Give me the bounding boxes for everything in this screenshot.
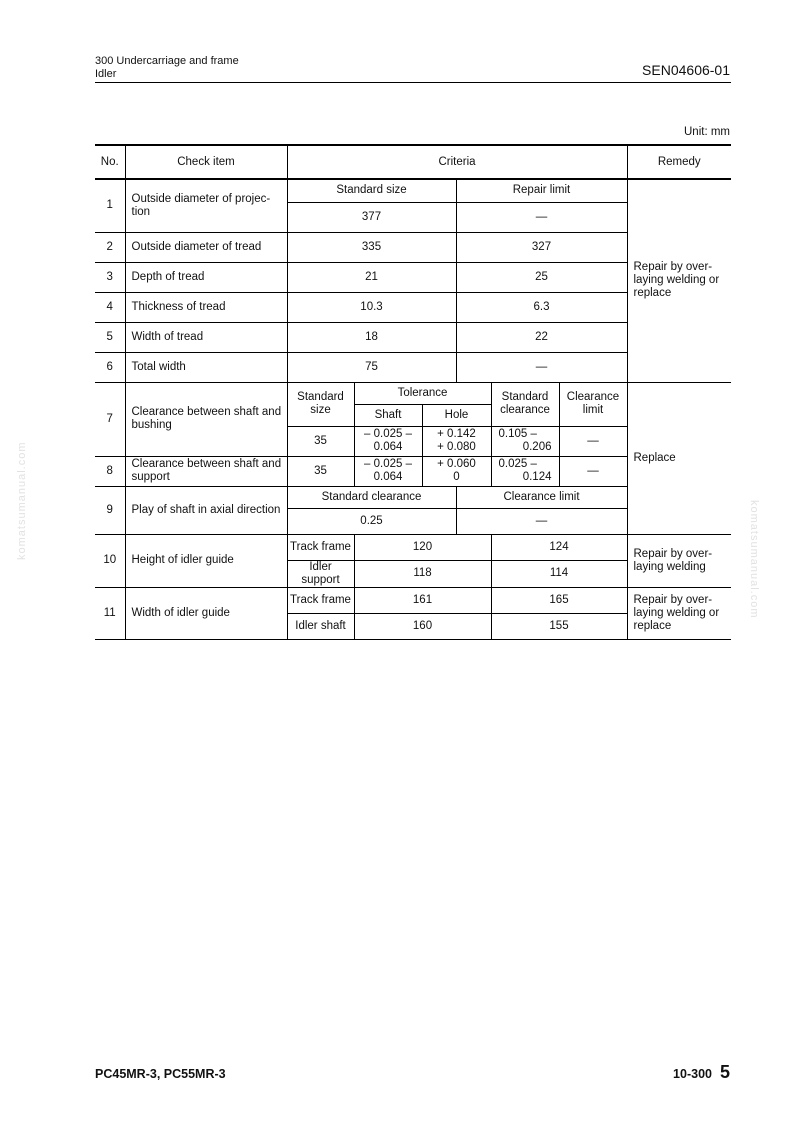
row-no: 7	[95, 382, 125, 456]
page-num: 5	[719, 1062, 730, 1082]
standard-clearance-max: 0.206	[522, 441, 552, 453]
page-reference: 10-300	[673, 1067, 712, 1081]
row-no: 11	[95, 587, 125, 639]
clearance-limit-label: Clearance limit	[559, 382, 627, 426]
standard-size-label: Standard size	[287, 382, 354, 426]
sub-item-label: Track frame	[287, 587, 354, 613]
standard-value: 21	[287, 262, 456, 292]
header-criteria: Criteria	[287, 145, 627, 179]
limit-value: 165	[491, 587, 627, 613]
standard-value: 161	[354, 587, 491, 613]
limit-value: 327	[456, 232, 627, 262]
standard-size-value: 35	[287, 426, 354, 456]
header-check-item: Check item	[125, 145, 287, 179]
standard-clearance-value	[491, 426, 559, 456]
table-row	[95, 179, 731, 202]
sub-item-label: Idler support	[287, 560, 354, 587]
standard-value: 160	[354, 613, 491, 639]
section-title: 300 Undercarriage and frame	[95, 55, 239, 67]
table-row	[95, 587, 731, 613]
unit-note: Unit: mm	[684, 126, 730, 138]
standard-value: 118	[354, 560, 491, 587]
row-no: 4	[95, 292, 125, 322]
check-item: Height of idler guide	[125, 534, 287, 587]
table-row	[95, 534, 731, 560]
clearance-limit-value: —	[559, 456, 627, 486]
row-no: 8	[95, 456, 125, 486]
shaft-label: Shaft	[354, 404, 422, 426]
check-item: Outside diameter of tread	[125, 232, 287, 262]
header-no: No.	[95, 145, 125, 179]
limit-value: —	[456, 352, 627, 382]
standard-value: 335	[287, 232, 456, 262]
standard-clearance-value: 0.25	[287, 508, 456, 534]
row-no: 1	[95, 179, 125, 232]
document-code: SEN04606-01	[642, 62, 730, 78]
check-item: Total width	[125, 352, 287, 382]
row-no: 3	[95, 262, 125, 292]
shaft-tolerance: – 0.025 – 0.064	[354, 426, 422, 456]
shaft-tolerance: – 0.025 – 0.064	[354, 456, 422, 486]
maintenance-standard-table	[95, 144, 731, 640]
standard-value: 75	[287, 352, 456, 382]
check-item: Width of tread	[125, 322, 287, 352]
standard-value: 18	[287, 322, 456, 352]
check-item: Play of shaft in axial direction	[125, 486, 287, 534]
standard-clearance-max: 0.124	[522, 471, 552, 483]
hole-tolerance: + 0.142 + 0.080	[422, 426, 491, 456]
table-header-row	[95, 145, 731, 179]
table-row	[95, 382, 731, 404]
row-no: 10	[95, 534, 125, 587]
row-no: 2	[95, 232, 125, 262]
hole-label: Hole	[422, 404, 491, 426]
check-item: Depth of tread	[125, 262, 287, 292]
limit-value: 22	[456, 322, 627, 352]
row-no: 5	[95, 322, 125, 352]
row-no: 9	[95, 486, 125, 534]
limit-value: 155	[491, 613, 627, 639]
subsection-title: Idler	[95, 68, 117, 80]
repair-limit-label: Repair limit	[456, 179, 627, 202]
clearance-limit-value: —	[456, 508, 627, 534]
maintenance-standard-table-wrap	[95, 144, 731, 640]
standard-value: 120	[354, 534, 491, 560]
watermark-right: komatsumanual.com	[748, 500, 760, 619]
remedy-rows-1-6: Repair by over-laying welding or replace	[627, 179, 731, 382]
tolerance-label: Tolerance	[354, 382, 491, 404]
limit-value: 25	[456, 262, 627, 292]
remedy-rows-7-9: Replace	[627, 382, 731, 534]
standard-value: 10.3	[287, 292, 456, 322]
header-divider	[95, 82, 731, 83]
clearance-limit-value: —	[559, 426, 627, 456]
page-number	[673, 1062, 730, 1083]
remedy-row-10: Repair by over-laying welding	[627, 534, 731, 587]
check-item: Clearance between shaft and bushing	[125, 382, 287, 456]
header-remedy: Remedy	[627, 145, 731, 179]
watermark-left: komatsumanual.com	[16, 441, 28, 560]
hole-tolerance	[422, 456, 491, 486]
standard-clearance-value	[491, 456, 559, 486]
hole-tolerance-lower: 0	[453, 471, 460, 483]
standard-value: 377	[287, 202, 456, 232]
check-item: Width of idler guide	[125, 587, 287, 639]
hole-tolerance-upper: + 0.060	[437, 458, 476, 470]
standard-clearance-label: Standard clearance	[287, 486, 456, 508]
sub-item-label: Idler shaft	[287, 613, 354, 639]
limit-value: 114	[491, 560, 627, 587]
row-no: 6	[95, 352, 125, 382]
standard-size-value: 35	[287, 456, 354, 486]
standard-size-label: Standard size	[287, 179, 456, 202]
limit-value: 124	[491, 534, 627, 560]
check-item: Thickness of tread	[125, 292, 287, 322]
check-item: Outside diameter of projec-tion	[125, 179, 287, 232]
standard-clearance-min: 0.025 –	[498, 458, 537, 470]
sub-item-label: Track frame	[287, 534, 354, 560]
limit-value: —	[456, 202, 627, 232]
section-header	[95, 55, 239, 81]
remedy-row-11: Repair by over-laying welding or replace	[627, 587, 731, 639]
standard-clearance-min: 0.105 –	[498, 428, 537, 440]
clearance-limit-label: Clearance limit	[456, 486, 627, 508]
model-list: PC45MR-3, PC55MR-3	[95, 1067, 226, 1081]
check-item: Clearance between shaft and support	[125, 456, 287, 486]
limit-value: 6.3	[456, 292, 627, 322]
standard-clearance-label: Standard clearance	[491, 382, 559, 426]
